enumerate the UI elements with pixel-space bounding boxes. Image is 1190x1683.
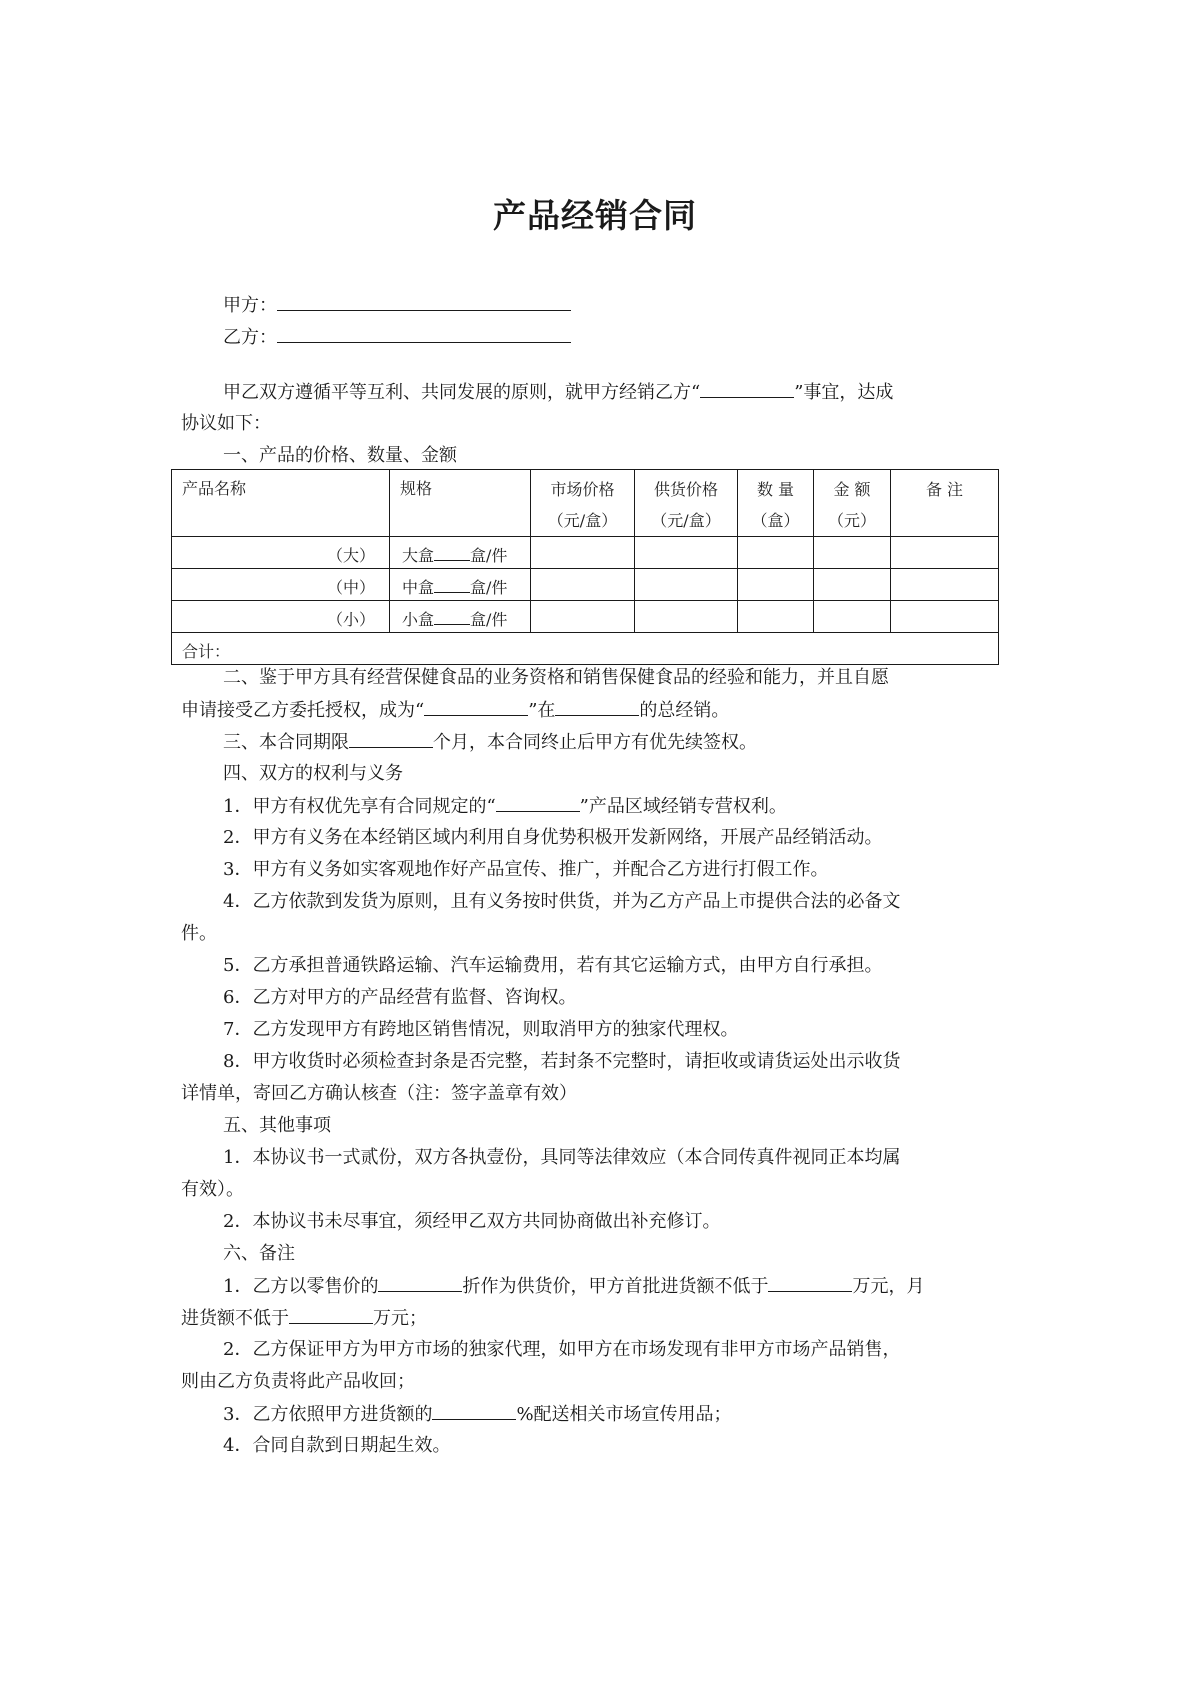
row-spec: 小盒 盒/件 <box>390 601 531 633</box>
intro-line-2: 协议如下： <box>181 413 271 434</box>
header-quantity: 数 量 （盒） <box>738 470 814 537</box>
quantity-cell[interactable] <box>738 537 814 569</box>
party-a-label: 甲方： <box>223 295 277 316</box>
row-size: （中） <box>172 569 390 601</box>
term-months-blank[interactable] <box>349 726 433 748</box>
header-remark: 备 注 <box>891 470 999 537</box>
other-2: 2．本协议书未尽事宜，须经甲乙双方共同协商做出补充修订。 <box>223 1211 721 1232</box>
party-b-line <box>223 321 571 354</box>
right-6: 6．乙方对甲方的产品经营有监督、咨询权。 <box>223 987 577 1008</box>
first-order-blank[interactable] <box>768 1270 852 1292</box>
note-1-line-2: 进货额不低于 万元； <box>181 1302 427 1335</box>
right-1: 1．甲方有权优先享有合同规定的“ ”产品区域经销专营权利。 <box>223 790 787 823</box>
note-3: 3．乙方依照甲方进货额的 %配送相关市场宣传用品； <box>223 1398 732 1431</box>
note-2-line-1: 2．乙方保证甲方为甲方市场的独家代理，如甲方在市场发现有非甲方市场产品销售， <box>223 1339 901 1360</box>
party-a-blank[interactable] <box>277 289 571 311</box>
section-6-heading: 六、备注 <box>223 1243 295 1264</box>
section-4-heading: 四、双方的权利与义务 <box>223 763 403 784</box>
table-row <box>172 537 999 569</box>
table-header-row <box>172 470 999 537</box>
amount-cell[interactable] <box>814 537 891 569</box>
clause-2-line-1: 二、鉴于甲方具有经营保健食品的业务资格和销售保健食品的经验和能力，并且自愿 <box>223 667 889 688</box>
remark-cell[interactable] <box>891 537 999 569</box>
promo-percent-blank[interactable] <box>432 1398 516 1420</box>
row-size: （小） <box>172 601 390 633</box>
right-2: 2．甲方有义务在本经销区域内利用自身优势积极开发新网络，开展产品经销活动。 <box>223 827 883 848</box>
table-row <box>172 601 999 633</box>
market-price-cell[interactable] <box>531 537 635 569</box>
supply-price-cell[interactable] <box>635 601 738 633</box>
right-4-line-1: 4．乙方依款到发货为原则，且有义务按时供货，并为乙方产品上市提供合法的必备文 <box>223 891 901 912</box>
amount-cell[interactable] <box>814 601 891 633</box>
spec-blank[interactable] <box>434 608 470 625</box>
header-amount: 金 额 （元） <box>814 470 891 537</box>
supply-price-cell[interactable] <box>635 537 738 569</box>
market-price-cell[interactable] <box>531 601 635 633</box>
party-b-blank[interactable] <box>277 321 571 343</box>
header-supply-price: 供货价格 （元/盒） <box>635 470 738 537</box>
quantity-cell[interactable] <box>738 569 814 601</box>
product-table <box>171 469 999 665</box>
clause-2-line-2: 申请接受乙方委托授权，成为“ ”在 的总经销。 <box>181 694 729 727</box>
product-blank[interactable] <box>424 694 528 716</box>
party-b-label: 乙方： <box>223 327 277 348</box>
party-a-line <box>223 289 571 322</box>
row-size: （大） <box>172 537 390 569</box>
supply-price-cell[interactable] <box>635 569 738 601</box>
discount-blank[interactable] <box>378 1270 462 1292</box>
remark-cell[interactable] <box>891 569 999 601</box>
row-spec: 大盒 盒/件 <box>390 537 531 569</box>
right-5: 5．乙方承担普通铁路运输、汽车运输费用，若有其它运输方式，由甲方自行承担。 <box>223 955 883 976</box>
header-product-name: 产品名称 <box>172 470 390 537</box>
intro-line-1: 甲乙双方遵循平等互利、共同发展的原则，就甲方经销乙方“ ”事宜，达成 <box>223 376 893 409</box>
quantity-cell[interactable] <box>738 601 814 633</box>
table-total-row <box>172 633 999 665</box>
right-3: 3．甲方有义务如实客观地作好产品宣传、推广，并配合乙方进行打假工作。 <box>223 859 829 880</box>
right-8-line-1: 8．甲方收货时必须检查封条是否完整，若封条不完整时，请拒收或请货运处出示收货 <box>223 1051 901 1072</box>
header-spec: 规格 <box>390 470 531 537</box>
clause-3: 三、本合同期限 个月，本合同终止后甲方有优先续签权。 <box>223 726 757 759</box>
other-1-line-2: 有效）。 <box>181 1179 244 1200</box>
product-rights-blank[interactable] <box>496 790 580 812</box>
total-label: 合计： <box>172 633 999 665</box>
product-name-blank[interactable] <box>700 376 794 398</box>
amount-cell[interactable] <box>814 569 891 601</box>
note-1-line-1: 1．乙方以零售价的 折作为供货价，甲方首批进货额不低于 万元，月 <box>223 1270 924 1303</box>
spec-blank[interactable] <box>434 544 470 561</box>
right-4-line-2: 件。 <box>181 923 217 944</box>
region-blank[interactable] <box>555 694 639 716</box>
section-1-heading: 一、产品的价格、数量、金额 <box>223 445 457 466</box>
row-spec: 中盒 盒/件 <box>390 569 531 601</box>
other-1-line-1: 1．本协议书一式贰份，双方各执壹份，具同等法律效应（本合同传真件视同正本均属 <box>223 1147 901 1168</box>
monthly-order-blank[interactable] <box>289 1302 373 1324</box>
note-4: 4．合同自款到日期起生效。 <box>223 1435 451 1456</box>
spec-blank[interactable] <box>434 576 470 593</box>
document-title: 产品经销合同 <box>493 196 697 235</box>
right-7: 7．乙方发现甲方有跨地区销售情况，则取消甲方的独家代理权。 <box>223 1019 739 1040</box>
right-8-line-2: 详情单，寄回乙方确认核查（注：签字盖章有效） <box>181 1083 577 1104</box>
header-market-price: 市场价格 （元/盒） <box>531 470 635 537</box>
table-row <box>172 569 999 601</box>
note-2-line-2: 则由乙方负责将此产品收回； <box>181 1371 415 1392</box>
market-price-cell[interactable] <box>531 569 635 601</box>
section-5-heading: 五、其他事项 <box>223 1115 331 1136</box>
remark-cell[interactable] <box>891 601 999 633</box>
